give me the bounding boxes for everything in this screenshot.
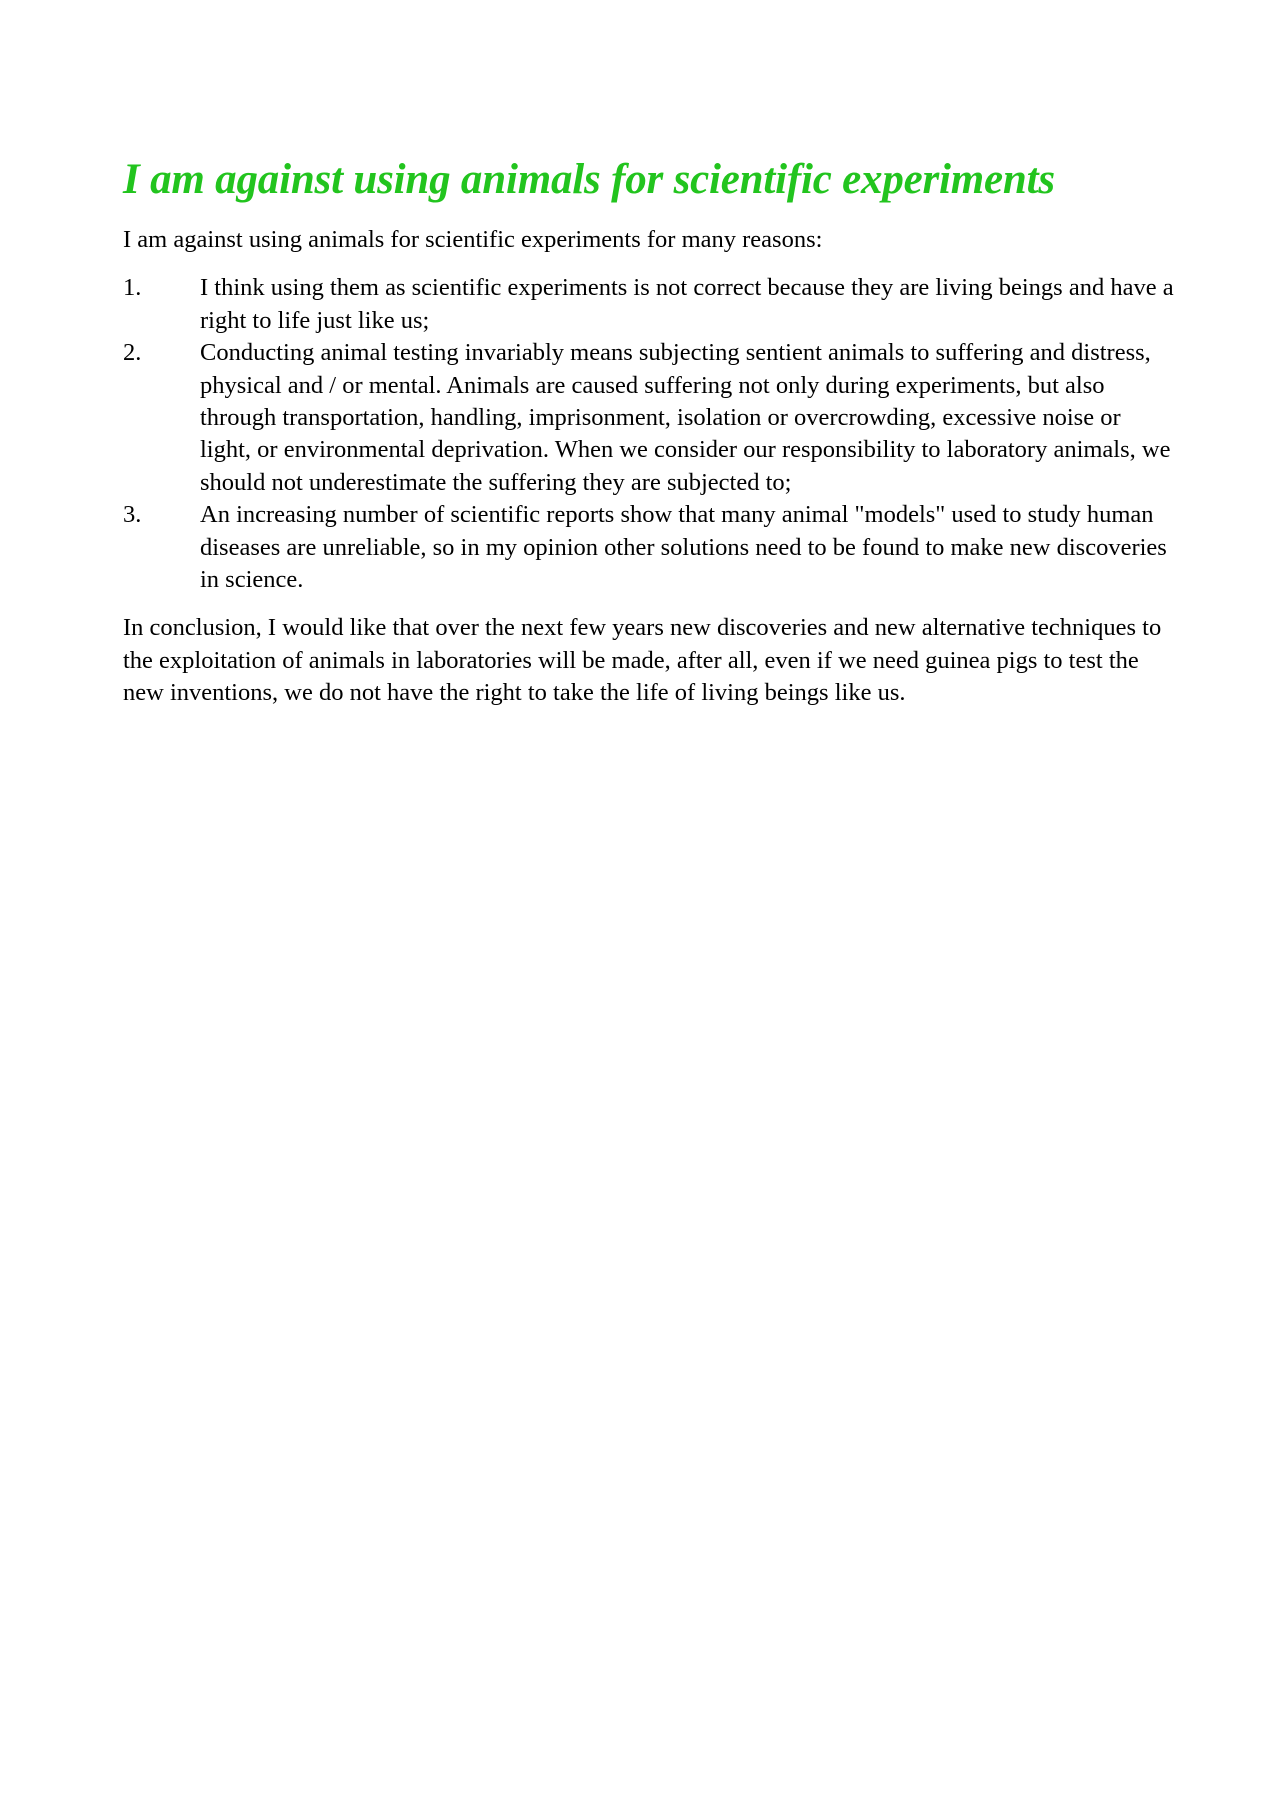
list-item-number: 2. (123, 339, 142, 367)
document-body (123, 150, 1175, 710)
list-item (123, 499, 1175, 596)
list-item-text: Conducting animal testing invariably means subjecting sentient animals to suffering and distress, physical and / or mental. Animals are caused suffering not only during experiments, but also through transportation, handling, imprisonment, isolation or overcrowding, excessive noise or light, or environmental deprivation. When we consider our responsibility to laboratory animals, we should not underestimate the suffering they are subjected to; (200, 339, 1171, 496)
list-item (123, 337, 1175, 499)
intro-paragraph: I am against using animals for scientific experiments for many reasons: (123, 226, 823, 253)
list-item-number: 3. (123, 501, 142, 529)
list-item-number: 1. (123, 274, 142, 302)
conclusion-paragraph: In conclusion, I would like that over the next few years new discoveries and new alternative techniques to the exploitation of animals in laboratories will be made, after all, even if we need guinea pigs to test the new inventions, we do not have the right to take the life of living beings like us. (123, 614, 1162, 707)
list-item (123, 272, 1175, 337)
list-item-text: An increasing number of scientific reports show that many animal "models" used to study human diseases are unreliable, so in my opinion other solutions need to be found to make new discoveries in science. (200, 501, 1167, 594)
document-title: I am against using animals for scientific experiments (123, 156, 1055, 203)
reasons-list (123, 272, 1175, 596)
list-item-text: I think using them as scientific experiments is not correct because they are living beings and have a right to life just like us; (200, 274, 1174, 334)
